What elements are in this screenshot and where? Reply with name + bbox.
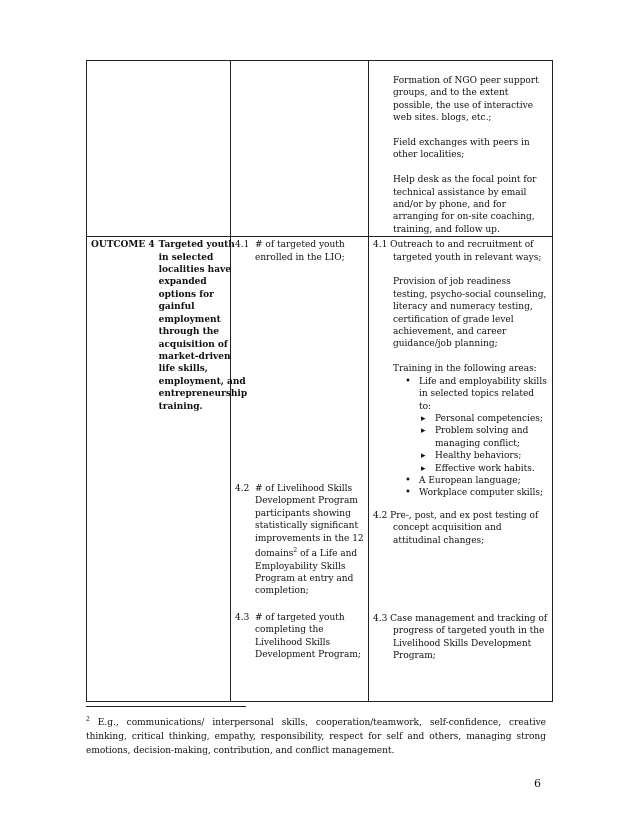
footnote-ref: 2 xyxy=(293,547,298,555)
table-row xyxy=(87,237,553,702)
list-item: • Life and employability skills in selected topics related to: ▸ Personal competencies; ▸ Problem solving and managing conflict; ▸ Healthy behaviors; ▸ Effective work habits. xyxy=(403,376,548,475)
activity-item: Help desk as the focal point for technical assistance by email and/or by phone, and for arranging for on-site coaching, training, and follow up. xyxy=(393,175,537,235)
training-list xyxy=(373,376,548,500)
outcome-text: Targeted youth in selected localities have expanded options for gainful employment through the acquisition of market-driven life skills, employment, and entrepreneurship training. xyxy=(158,240,248,412)
sub-list xyxy=(419,413,548,475)
footnote-marker: 2 xyxy=(86,716,90,723)
activity-4-1: 4.1 Outreach to and recruitment of targeted youth in relevant ways; xyxy=(373,240,542,263)
outcome-label: OUTCOME 4 xyxy=(91,240,155,251)
list-item: • Workplace computer skills; xyxy=(403,487,548,499)
list-item: ▸ Problem solving and managing conflict; xyxy=(421,425,548,450)
indicators-cell xyxy=(231,237,369,702)
activity-provision: Provision of job readiness testing, psycho-social counseling, literacy and numeracy testing, certification of grade level achievement, and career guidance/job planning; xyxy=(393,277,547,350)
outcome-cell xyxy=(87,237,248,702)
indicator-4-2: 4.2 # of Livelihood Skills Development Program participants showing statistically significant improvements in the 12 domains$^2$ of a Life and Employability Skills Program at entry and completion; xyxy=(235,484,364,597)
list-item: ▸ Healthy behaviors; xyxy=(421,450,548,462)
list-item: ▸ Personal competencies; xyxy=(421,413,548,425)
footnote-separator xyxy=(86,706,246,707)
indicator-cell-empty xyxy=(231,61,369,237)
footnote-text: E.g., communications/ interpersonal skills, cooperation/teamwork, self-confidence, creative thinking, critical thinking, empathy, responsibility, respect for self and others, managing strong emotions, decision-making, contribution, and conflict management. xyxy=(86,718,546,756)
outcome-cell-empty xyxy=(87,61,231,237)
activities-cell xyxy=(369,237,553,702)
table-row xyxy=(87,61,553,237)
footnote xyxy=(86,713,546,758)
list-item: ▸ Effective work habits. xyxy=(421,463,548,475)
page-number: 6 xyxy=(534,777,541,790)
activity-item: Field exchanges with peers in other localities; xyxy=(393,138,530,161)
indicator-4-1: 4.1 # of targeted youth enrolled in the LIO; xyxy=(235,240,345,263)
activity-4-2: 4.2 Pre-, post, and ex post testing of concept acquisition and attitudinal changes; xyxy=(373,510,539,546)
logframe-table xyxy=(86,60,553,702)
list-item: • A European language; xyxy=(403,475,548,487)
activities-cell xyxy=(369,61,553,237)
training-intro: Training in the following areas: xyxy=(393,364,537,375)
indicator-4-3: 4.3 # of targeted youth completing the Livelihood Skills Development Program; xyxy=(235,612,361,660)
activity-4-3: 4.3 Case management and tracking of progress of targeted youth in the Livelihood Skills Development Program; xyxy=(373,613,548,662)
activity-item: Formation of NGO peer support groups, and to the extent possible, the use of interactive web sites. blogs, etc.; xyxy=(393,76,539,124)
